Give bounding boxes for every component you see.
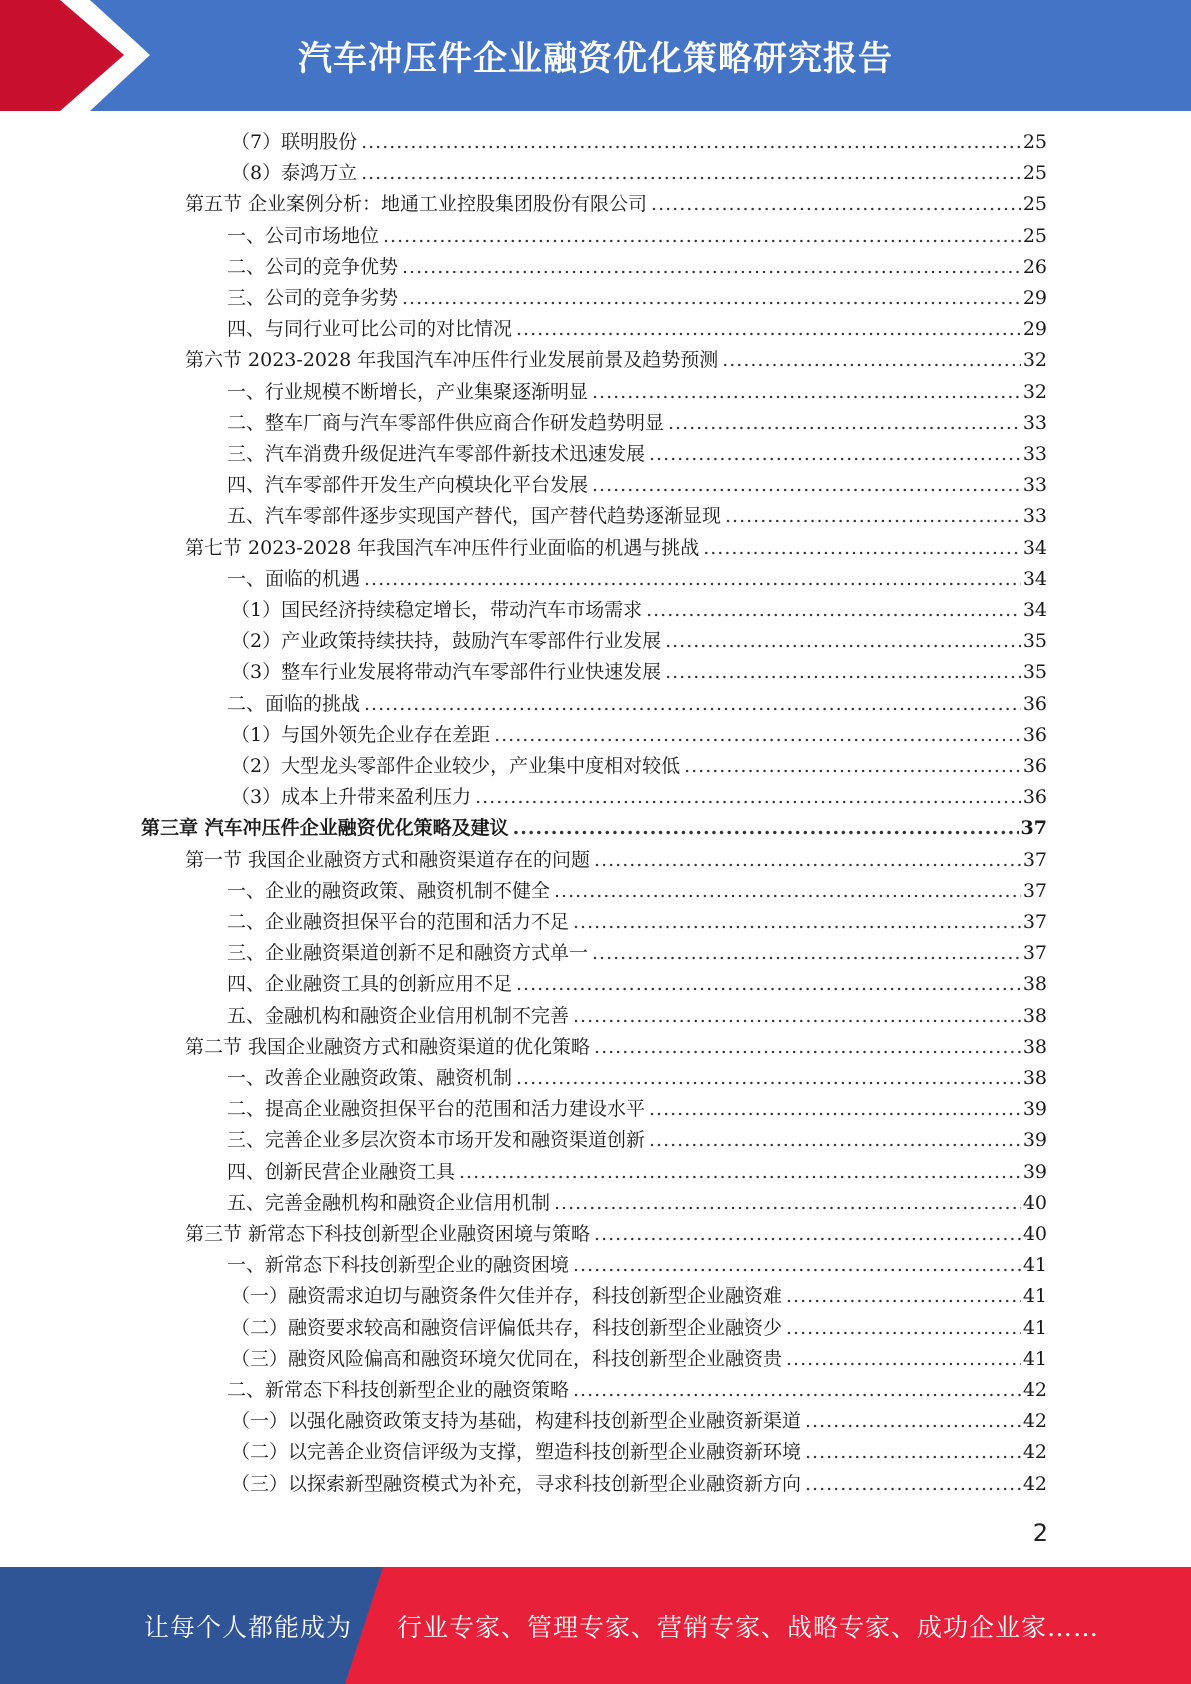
toc-entry-title: 三、公司的竞争劣势 [227,287,399,309]
toc-entry-page: 36 [1022,755,1047,777]
toc-dot-leader [592,938,1021,969]
toc-entry-title: 四、汽车零部件开发生产向模块化平台发展 [227,474,589,497]
toc-dot-leader [554,1188,1021,1219]
toc-entry-title: （二）融资要求较高和融资信评偏低共存，科技创新型企业融资少 [231,1316,783,1339]
toc-dot-leader [805,1437,1021,1468]
toc-entry[interactable] [231,1406,1047,1437]
toc-entry-page: 37 [1022,848,1047,871]
toc-entry[interactable] [227,1063,1047,1094]
toc-dot-leader [573,1375,1021,1406]
toc-entry[interactable] [231,1281,1047,1312]
toc-entry-page: 38 [1022,973,1047,996]
toc-entry-page: 39 [1022,1098,1047,1121]
toc-entry-title: 五、完善金融机构和融资企业信用机制 [227,1191,551,1214]
toc-dot-leader [649,1125,1021,1156]
toc-entry-title: （一）融资需求迫切与融资条件欠佳并存，科技创新型企业融资难 [231,1285,783,1308]
toc-entry[interactable] [185,533,1047,564]
toc-entry[interactable] [141,813,1047,844]
toc-dot-leader [361,127,1021,158]
toc-entry-page: 42 [1022,1441,1047,1464]
toc-entry-page: 41 [1022,1254,1047,1277]
toc-dot-leader [513,813,1019,844]
toc-entry-page: 33 [1022,443,1047,465]
toc-entry[interactable] [227,252,1047,283]
toc-entry-title: 三、完善企业多层次资本市场开发和融资渠道创新 [227,1129,646,1152]
toc-entry[interactable] [227,1157,1047,1188]
toc-entry[interactable] [227,283,1047,314]
toc-entry-title: 第六节 2023-2028 年我国汽车冲压件行业发展前景及趋势预测 [185,349,719,372]
toc-entry[interactable] [231,158,1047,189]
toc-dot-leader [594,845,1021,876]
toc-entry-title: 二、新常态下科技创新型企业的融资策略 [227,1379,570,1401]
toc-entry-title: 一、面临的机遇 [227,567,361,590]
toc-dot-leader [475,782,1021,813]
toc-entry[interactable] [227,876,1047,907]
toc-entry-title: （二）以完善企业资信评级为支撑，塑造科技创新型企业融资新环境 [231,1441,802,1464]
toc-entry-page: 34 [1022,567,1047,590]
toc-dot-leader [494,720,1021,751]
toc-entry-page: 41 [1022,1316,1047,1339]
toc-dot-leader [516,314,1021,345]
toc-entry-page: 25 [1022,224,1047,247]
toc-entry[interactable] [227,1188,1047,1219]
toc-dot-leader [786,1344,1021,1375]
toc-entry-title: （2）产业政策持续扶持，鼓励汽车零部件行业发展 [231,630,662,653]
toc-dot-leader [594,1219,1021,1250]
toc-entry[interactable] [227,1094,1047,1125]
toc-entry[interactable] [231,1437,1047,1468]
toc-dot-leader [364,689,1021,720]
toc-entry-page: 36 [1022,692,1047,715]
toc-dot-leader [516,969,1021,1000]
toc-dot-leader [665,657,1021,688]
toc-entry-page: 37 [1022,911,1047,933]
toc-entry-title: 四、与同行业可比公司的对比情况 [227,318,513,341]
toc-entry[interactable] [185,1032,1047,1063]
toc-entry-title: （3）整车行业发展将带动汽车零部件行业快速发展 [231,661,662,684]
toc-entry-title: 五、金融机构和融资企业信用机制不完善 [227,1004,570,1027]
toc-entry-page: 35 [1022,661,1047,684]
toc-entry-title: 二、企业融资担保平台的范围和活力不足 [227,911,570,933]
toc-entry-page: 25 [1022,131,1047,153]
toc-entry-title: （三）以探索新型融资模式为补充，寻求科技创新型企业融资新方向 [231,1472,802,1495]
toc-entry-title: （3）成本上升带来盈利压力 [231,786,472,809]
toc-entry[interactable] [227,1001,1047,1032]
toc-entry[interactable] [227,501,1047,532]
toc-entry-title: 一、新常态下科技创新型企业的融资困境 [227,1254,570,1277]
toc-entry-title: （2）大型龙头零部件企业较少，产业集中度相对较低 [231,755,681,777]
toc-dot-leader [786,1313,1021,1344]
toc-dot-leader [684,751,1021,782]
toc-entry-page: 34 [1022,536,1047,559]
toc-entry-title: （1）与国外领先企业存在差距 [231,723,491,746]
toc-entry-title: 第一节 我国企业融资方式和融资渠道存在的问题 [185,848,591,871]
toc-entry[interactable] [231,127,1047,158]
report-header [0,0,1191,111]
toc-entry[interactable] [227,221,1047,252]
toc-dot-leader [516,1063,1021,1094]
toc-entry-title: 四、创新民营企业融资工具 [227,1160,456,1183]
toc-dot-leader [383,221,1021,252]
toc-entry[interactable] [185,345,1047,376]
toc-dot-leader [364,564,1021,595]
toc-entry-page: 42 [1022,1472,1047,1495]
toc-entry-title: 五、汽车零部件逐步实现国产替代，国产替代趋势逐渐显现 [227,505,722,528]
toc-entry[interactable] [231,1344,1047,1375]
toc-entry[interactable] [227,1375,1047,1406]
page-number: 2 [1032,1519,1048,1547]
footer-slogan-right: 行业专家、管理专家、营销专家、战略专家、成功企业家…… [397,1612,1100,1642]
toc-entry[interactable] [185,1219,1047,1250]
toc-entry-page: 25 [1022,162,1047,185]
toc-entry-page: 40 [1022,1191,1047,1214]
toc-entry-page: 29 [1022,318,1047,341]
toc-entry-title: 一、公司市场地位 [227,224,380,247]
toc-dot-leader [665,626,1021,657]
toc-entry-page: 33 [1022,505,1047,528]
toc-entry-page: 40 [1022,1223,1047,1245]
toc-entry-title: 第五节 企业案例分析：地通工业控股集团股份有限公司 [185,193,648,216]
toc-entry-page: 37 [1022,942,1047,965]
toc-dot-leader [592,470,1021,501]
toc-entry-title: 一、行业规模不断增长，产业集聚逐渐明显 [227,380,589,403]
toc-entry[interactable] [227,1125,1047,1156]
toc-entry[interactable] [227,564,1047,595]
toc-entry-title: 一、企业的融资政策、融资机制不健全 [227,879,551,902]
toc-dot-leader [805,1406,1021,1437]
toc-entry-title: 二、公司的竞争优势 [227,255,399,278]
toc-entry[interactable] [227,470,1047,501]
toc-entry-page: 38 [1022,1067,1047,1089]
toc-entry-page: 33 [1022,474,1047,497]
toc-entry-title: （三）融资风险偏高和融资环境欠优同在，科技创新型企业融资贵 [231,1347,783,1370]
toc-dot-leader [668,408,1021,439]
toc-entry-page: 32 [1022,349,1047,372]
toc-entry-title: （1）国民经济持续稳定增长，带动汽车市场需求 [231,599,643,621]
toc-entry-title: 第三章 汽车冲压件企业融资优化策略及建议 [141,817,509,840]
toc-entry[interactable] [231,626,1047,657]
toc-entry[interactable] [231,657,1047,688]
toc-entry[interactable] [231,782,1047,813]
toc-entry-page: 34 [1022,599,1047,621]
toc-dot-leader [573,1001,1021,1032]
toc-entry-page: 32 [1022,380,1047,403]
toc-entry-page: 37 [1022,879,1047,902]
toc-entry-page: 37 [1020,817,1047,840]
toc-entry-title: 二、整车厂商与汽车零部件供应商合作研发趋势明显 [227,411,665,434]
toc-entry[interactable] [231,720,1047,751]
toc-entry-page: 29 [1022,287,1047,309]
toc-entry-page: 36 [1022,786,1047,809]
toc-dot-leader [459,1157,1021,1188]
toc-dot-leader [805,1469,1021,1500]
toc-entry-title: （7）联明股份 [231,131,358,153]
toc-entry-title: 一、改善企业融资政策、融资机制 [227,1067,513,1089]
toc-entry[interactable] [231,595,1047,626]
toc-dot-leader [649,439,1021,470]
toc-entry-title: 第三节 新常态下科技创新型企业融资困境与策略 [185,1223,591,1245]
toc-entry[interactable] [227,377,1047,408]
toc-dot-leader [594,1032,1021,1063]
toc-entry-page: 41 [1022,1285,1047,1308]
toc-dot-leader [554,876,1021,907]
toc-dot-leader [725,501,1021,532]
toc-entry-page: 38 [1022,1004,1047,1027]
toc-entry[interactable] [227,1250,1047,1281]
toc-entry[interactable] [227,408,1047,439]
toc-dot-leader [646,595,1021,626]
toc-entry-page: 26 [1022,255,1047,278]
toc-entry-page: 39 [1022,1160,1047,1183]
toc-entry[interactable] [227,439,1047,470]
toc-entry-title: 四、企业融资工具的创新应用不足 [227,973,513,996]
toc-entry[interactable] [231,751,1047,782]
toc-dot-leader [651,189,1021,220]
toc-entry-title: （8）泰鸿万立 [231,162,358,185]
toc-entry-page: 38 [1022,1035,1047,1058]
toc-entry-page: 36 [1022,723,1047,746]
toc-entry[interactable] [227,689,1047,720]
toc-entry-page: 35 [1022,630,1047,653]
toc-dot-leader [722,345,1021,376]
toc-dot-leader [649,1094,1021,1125]
toc-entry-page: 41 [1022,1347,1047,1370]
toc-entry[interactable] [227,969,1047,1000]
toc-entry-page: 33 [1022,411,1047,434]
header-chevron-logo [0,0,150,111]
toc-entry-title: 三、企业融资渠道创新不足和融资方式单一 [227,942,589,965]
toc-entry-page: 39 [1022,1129,1047,1152]
toc-entry[interactable] [227,907,1047,938]
toc-dot-leader [402,283,1021,314]
toc-dot-leader [573,1250,1021,1281]
toc-entry-page: 25 [1022,193,1047,216]
toc-dot-leader [402,252,1021,283]
toc-entry[interactable] [227,314,1047,345]
toc-entry-page: 42 [1022,1379,1047,1401]
report-title: 汽车冲压件企业融资优化策略研究报告 [298,39,893,79]
toc-dot-leader [361,158,1021,189]
toc-dot-leader [703,533,1021,564]
toc-dot-leader [786,1281,1021,1312]
footer-slogan-left: 让每个人都能成为 [144,1612,353,1642]
toc-entry[interactable] [231,1469,1047,1500]
toc-entry[interactable] [185,189,1047,220]
toc-entry-title: 第七节 2023-2028 年我国汽车冲压件行业面临的机遇与挑战 [185,536,700,559]
toc-entry-page: 42 [1022,1410,1047,1433]
footer-banner [0,1567,1191,1684]
toc-entry[interactable] [227,938,1047,969]
toc-entry[interactable] [231,1313,1047,1344]
toc-entry-title: 三、汽车消费升级促进汽车零部件新技术迅速发展 [227,443,646,465]
toc-dot-leader [573,907,1021,938]
toc-entry-title: 二、面临的挑战 [227,692,361,715]
toc-dot-leader [592,377,1021,408]
toc-entry-title: （一）以强化融资政策支持为基础，构建科技创新型企业融资新渠道 [231,1410,802,1433]
toc-entry[interactable] [185,845,1047,876]
toc-entry-title: 二、提高企业融资担保平台的范围和活力建设水平 [227,1098,646,1121]
toc-entry-title: 第二节 我国企业融资方式和融资渠道的优化策略 [185,1035,591,1058]
